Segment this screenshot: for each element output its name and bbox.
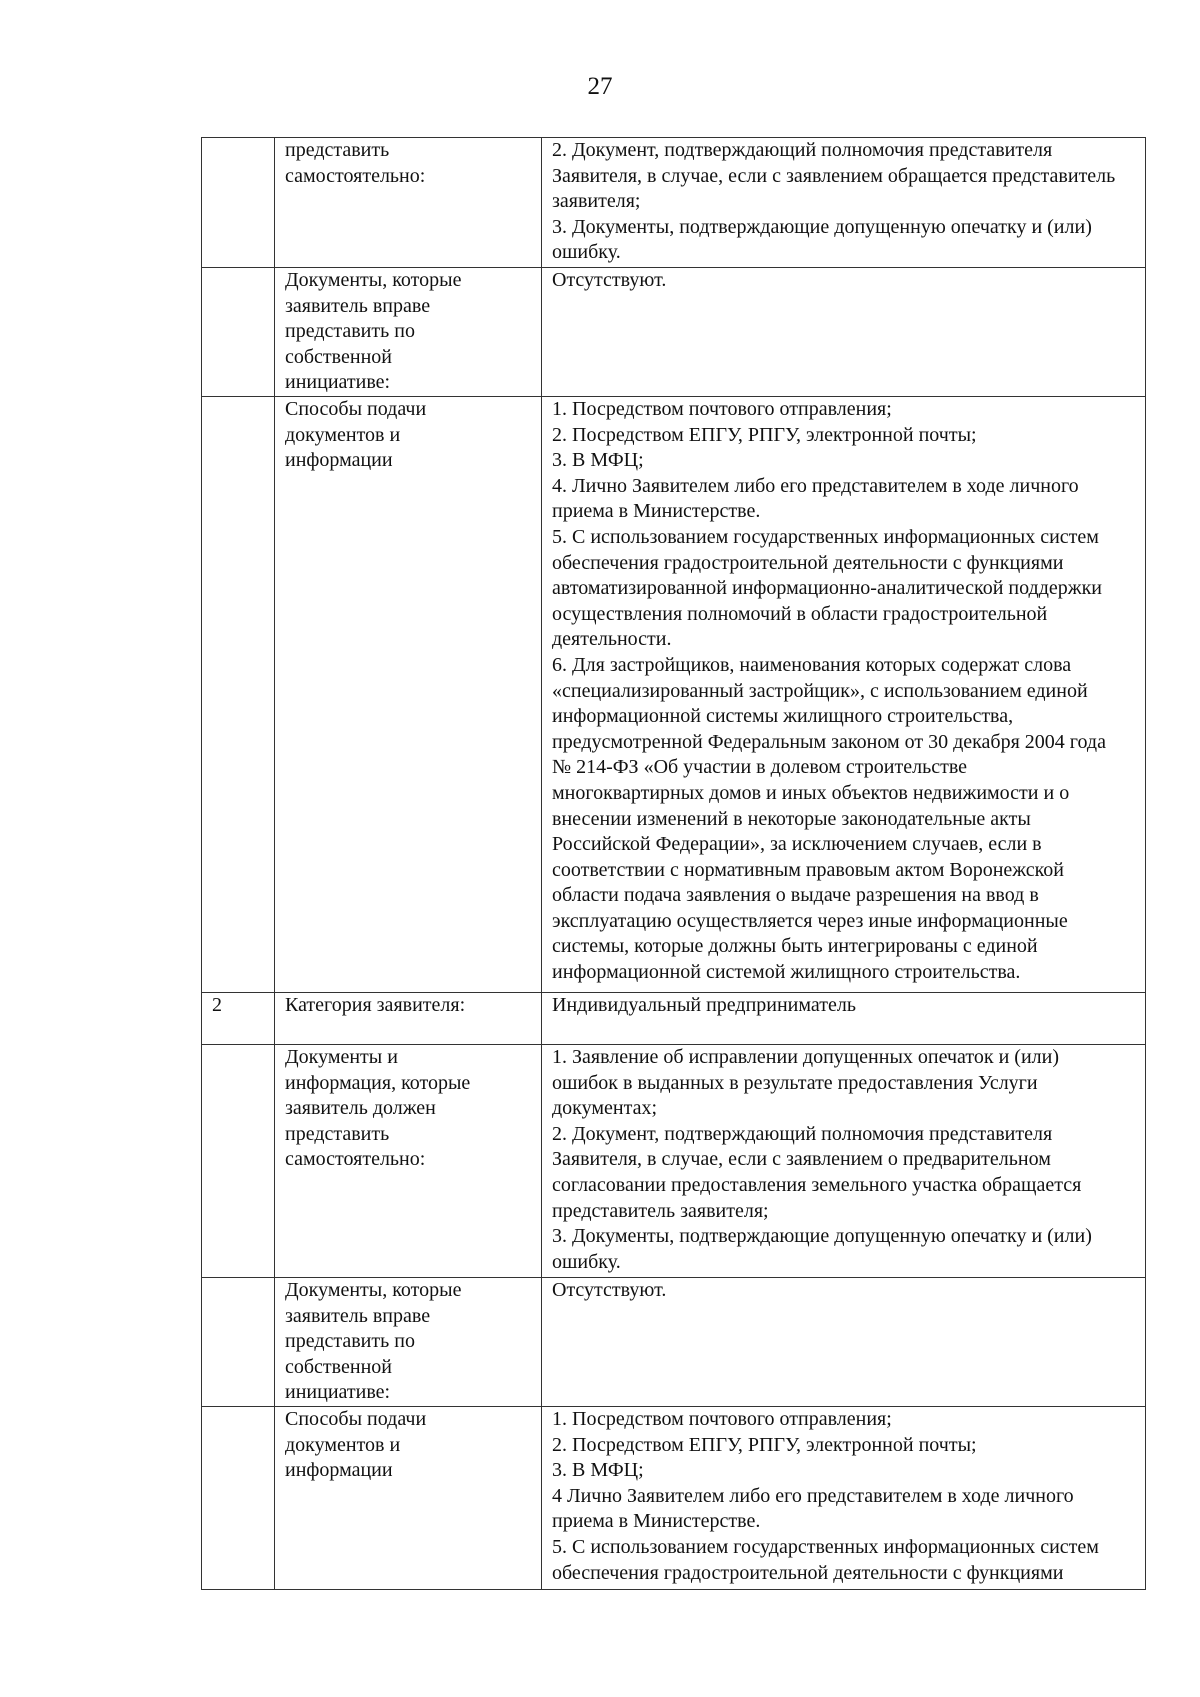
row-content-cell — [542, 993, 1146, 1045]
label-line: Способы подачи — [285, 1408, 427, 1430]
content-line: 3. В МФЦ; — [552, 449, 644, 472]
label-line: информации — [285, 449, 393, 472]
label-line: самостоятельно: — [285, 1148, 426, 1171]
content-line: области подача заявления о выдаче разрешения на ввод в — [552, 884, 1039, 907]
content-line: обеспечения градостроительной деятельности с функциями — [552, 1561, 1064, 1584]
row-number-cell: 2 — [202, 993, 275, 1045]
row-label-cell — [275, 1045, 542, 1278]
content-line: внесении изменений в некоторые законодательные акты — [552, 807, 1031, 830]
content-line: 2. Посредством ЕПГУ, РПГУ, электронной почты; — [552, 423, 977, 446]
content-line: 1. Заявление об исправлении допущенных опечаток и (или) — [552, 1046, 1060, 1068]
row-content-cell — [542, 397, 1146, 993]
label-line: собственной — [285, 1355, 392, 1378]
row-label-cell — [275, 993, 542, 1045]
content-line: предусмотренной Федеральным законом от 30 декабря 2004 года — [552, 730, 1106, 753]
label-line: самостоятельно: — [285, 164, 426, 187]
label-line: информации — [285, 1459, 393, 1482]
label-line: Документы и — [285, 1046, 398, 1068]
content-line: представитель заявителя; — [552, 1199, 769, 1222]
content-line: 2. Документ, подтверждающий полномочия представителя — [552, 1122, 1053, 1145]
content-line: осуществления полномочий в области градостроительной — [552, 602, 1048, 625]
table-row — [202, 138, 1146, 268]
content-line: 5. С использованием государственных информационных систем — [552, 525, 1099, 548]
row-label-cell — [275, 138, 542, 268]
content-line: соответствии с нормативным правовым актом Воронежской — [552, 858, 1065, 881]
content-line: 5. С использованием государственных информационных систем — [552, 1535, 1099, 1558]
content-line: Российской Федерации», за исключением случаев, если в — [552, 833, 1042, 856]
row-label-cell — [275, 268, 542, 397]
label-line: Документы, которые — [285, 1279, 462, 1301]
label-line: Документы, которые — [285, 269, 462, 291]
table-row — [202, 397, 1146, 993]
document-table — [201, 137, 1146, 1590]
table-row — [202, 993, 1146, 1045]
content-line: ошибку. — [552, 1250, 621, 1273]
row-number-cell — [202, 138, 275, 268]
content-line: 3. Документы, подтверждающие допущенную опечатку и (или) — [552, 1225, 1092, 1248]
label-line: заявитель вправе — [285, 294, 431, 317]
content-line: 2. Документ, подтверждающий полномочия представителя — [552, 139, 1053, 161]
label-line: представить по — [285, 1330, 415, 1353]
content-line: многоквартирных домов и иных объектов недвижимости и о — [552, 781, 1070, 804]
label-line: представить — [285, 1122, 390, 1145]
content-line: эксплуатацию осуществляется через иные информационные — [552, 909, 1068, 932]
content-line: информационной системой жилищного строительства. — [552, 961, 1021, 984]
table-row — [202, 1407, 1146, 1590]
content-line: системы, которые должны быть интегрированы с единой — [552, 935, 1038, 958]
row-content-cell — [542, 138, 1146, 268]
row-number-cell — [202, 1045, 275, 1278]
label-line: инициативе: — [285, 1381, 391, 1404]
label-line: документов и — [285, 1433, 401, 1456]
page-number: 27 — [587, 73, 613, 100]
label-line: собственной — [285, 345, 392, 368]
content-line: № 214-ФЗ «Об участии в долевом строительстве — [552, 756, 968, 779]
label-line: представить по — [285, 320, 415, 343]
content-line: 3. Документы, подтверждающие допущенную опечатку и (или) — [552, 215, 1092, 238]
row-content-cell — [542, 1407, 1146, 1590]
content-line: Отсутствуют. — [552, 269, 667, 291]
content-line: 4. Лично Заявителем либо его представителем в ходе личного — [552, 474, 1079, 497]
content-line: заявителя; — [552, 190, 641, 213]
content-line: 2. Посредством ЕПГУ, РПГУ, электронной почты; — [552, 1433, 977, 1456]
label-line: Категория заявителя: — [285, 994, 466, 1016]
label-line: заявитель вправе — [285, 1304, 431, 1327]
label-line: инициативе: — [285, 371, 391, 394]
row-content-cell — [542, 268, 1146, 397]
row-number-cell — [202, 1407, 275, 1590]
label-line: информация, которые — [285, 1071, 471, 1094]
content-line: приема в Министерстве. — [552, 500, 761, 523]
content-line: документах; — [552, 1097, 657, 1120]
content-line: ошибку. — [552, 241, 621, 264]
row-content-cell — [542, 1045, 1146, 1278]
content-line: согласовании предоставления земельного участка обращается — [552, 1173, 1082, 1196]
label-line: представить — [285, 139, 390, 161]
content-line: 1. Посредством почтового отправления; — [552, 1408, 892, 1430]
row-label-cell — [275, 1407, 542, 1590]
content-line: 4 Лично Заявителем либо его представителем в ходе личного — [552, 1484, 1074, 1507]
table-body — [202, 138, 1146, 1590]
content-line: Индивидуальный предприниматель — [552, 994, 856, 1016]
content-line: автоматизированной информационно-аналитической поддержки — [552, 577, 1103, 600]
content-line: Отсутствуют. — [552, 1279, 667, 1301]
content-line: обеспечения градостроительной деятельности с функциями — [552, 551, 1064, 574]
table-row — [202, 1278, 1146, 1407]
row-number-cell — [202, 268, 275, 397]
row-content-cell — [542, 1278, 1146, 1407]
table-row — [202, 1045, 1146, 1278]
content-line: приема в Министерстве. — [552, 1510, 761, 1533]
content-line: деятельности. — [552, 628, 672, 651]
table-row — [202, 268, 1146, 397]
row-number-cell — [202, 1278, 275, 1407]
label-line: документов и — [285, 423, 401, 446]
content-line: ошибок в выданных в результате предоставления Услуги — [552, 1071, 1038, 1094]
row-label-cell — [275, 397, 542, 993]
content-line: 3. В МФЦ; — [552, 1459, 644, 1482]
content-line: Заявителя, в случае, если с заявлением о предварительном — [552, 1148, 1051, 1171]
row-label-cell — [275, 1278, 542, 1407]
content-line: «специализированный застройщик», с использованием единой — [552, 679, 1088, 702]
content-line: информационной системы жилищного строительства, — [552, 705, 1014, 728]
label-line: Способы подачи — [285, 398, 427, 420]
content-line: 1. Посредством почтового отправления; — [552, 398, 892, 420]
label-line: заявитель должен — [285, 1097, 436, 1120]
row-number-cell — [202, 397, 275, 993]
content-line: Заявителя, в случае, если с заявлением обращается представитель — [552, 164, 1116, 187]
content-line: 6. Для застройщиков, наименования которых содержат слова — [552, 653, 1072, 676]
